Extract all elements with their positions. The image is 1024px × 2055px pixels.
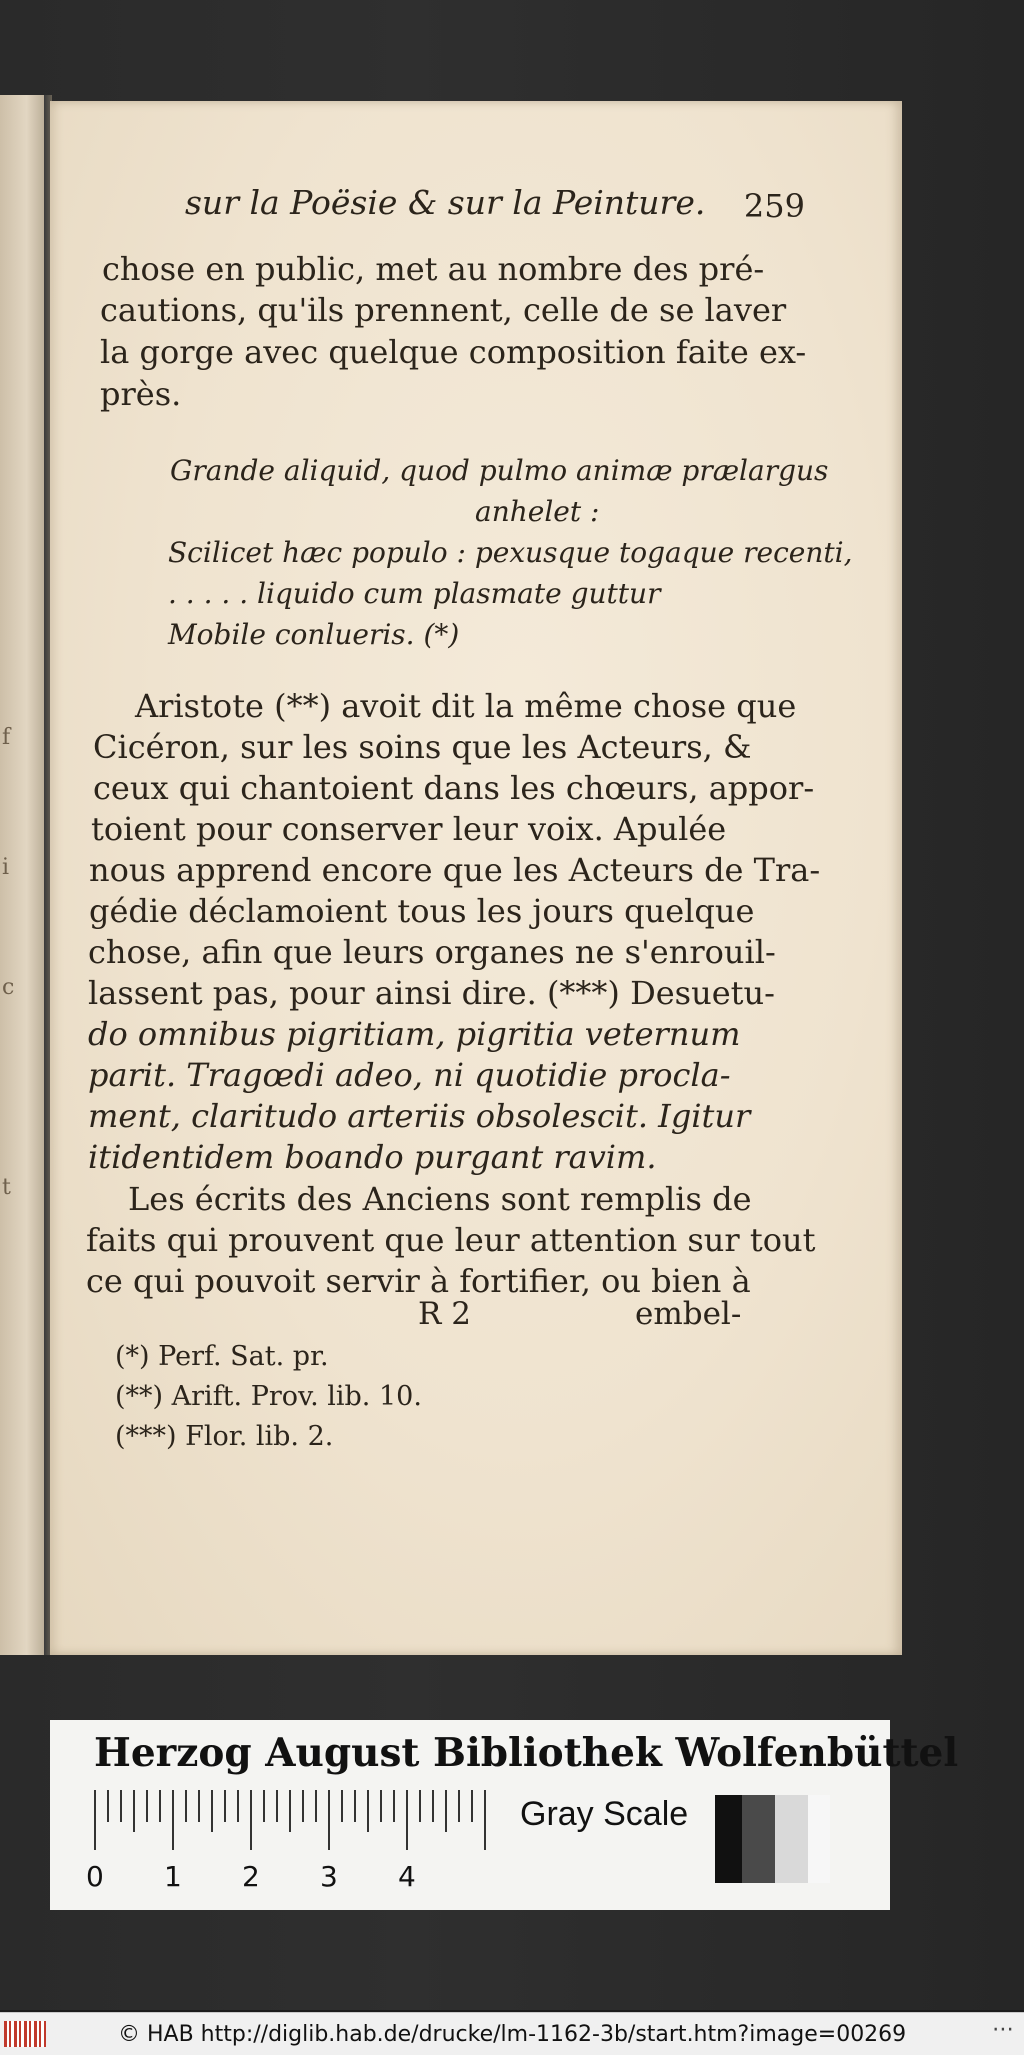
ruler-tick — [341, 1790, 343, 1822]
footnote: (***) Flor. lib. 2. — [115, 1421, 334, 1452]
ruler-tick — [367, 1790, 369, 1832]
ruler-number: 3 — [320, 1860, 338, 1893]
ruler-tick — [120, 1790, 122, 1822]
ruler-tick — [315, 1790, 317, 1822]
ruler-tick — [289, 1790, 291, 1832]
ruler-tick — [211, 1790, 213, 1832]
text-line: itidentidem boando purgant ravim. — [88, 1138, 657, 1176]
text-line: ceux qui chantoient dans les chœurs, appor- — [93, 769, 815, 807]
verse-line: Grande aliquid, quod pulmo animæ prælargus — [170, 454, 829, 487]
ruler-tick — [393, 1790, 395, 1822]
gray-swatch — [808, 1795, 830, 1883]
verse-line: Mobile conlueris. (*) — [168, 618, 460, 651]
text-line: faits qui prouvent que leur attention sur tout — [86, 1221, 816, 1259]
book-page — [50, 101, 902, 1655]
text-line: Les écrits des Anciens sont remplis de — [128, 1180, 752, 1218]
ruler-tick — [185, 1790, 187, 1822]
status-text[interactable]: © HAB http://diglib.hab.de/drucke/lm-1162-3b/start.htm?image=00269 — [118, 2022, 907, 2047]
ruler-tick — [250, 1790, 252, 1850]
text-line: parit. Tragœdi adeo, ni quotidie procla- — [88, 1056, 731, 1094]
text-line: chose en public, met au nombre des pré- — [102, 250, 765, 288]
running-head — [185, 183, 805, 233]
page-number: 259 — [743, 187, 805, 225]
running-head-title: sur la Poësie & sur la Peinture. — [185, 183, 706, 222]
ruler-number: 4 — [398, 1860, 416, 1893]
ruler-tick — [458, 1790, 460, 1822]
ruler-tick — [107, 1790, 109, 1822]
barcode-icon — [4, 2021, 46, 2047]
color-scale-card — [50, 1720, 959, 1910]
status-bar — [0, 2012, 1024, 2055]
text-line: Cicéron, sur les soins que les Acteurs, & — [93, 728, 752, 766]
footnote: (*) Perf. Sat. pr. — [115, 1341, 329, 1372]
text-line: gédie déclamoient tous les jours quelque — [89, 892, 755, 930]
ruler-tick — [159, 1790, 161, 1822]
ruler-tick — [484, 1790, 486, 1850]
ruler-tick — [224, 1790, 226, 1822]
ruler-tick — [133, 1790, 135, 1832]
ruler-number: 2 — [242, 1860, 260, 1893]
verse-line: . . . . . liquido cum plasmate guttur — [168, 577, 661, 610]
previous-page-edge: f i c t — [0, 95, 44, 1655]
ruler-tick — [354, 1790, 356, 1822]
text-line: la gorge avec quelque composition faite ex- — [100, 333, 807, 371]
text-line: lassent pas, pour ainsi dire. (***) Desuetu- — [88, 974, 775, 1012]
ruler-tick — [198, 1790, 200, 1822]
ruler-tick — [445, 1790, 447, 1832]
catchword: embel- — [635, 1296, 742, 1332]
ruler — [86, 1790, 494, 1893]
ruler-tick — [419, 1790, 421, 1822]
verse-line: anhelet : — [475, 495, 600, 528]
text-line: ce qui pouvoit servir à fortifier, ou bien à — [86, 1262, 751, 1300]
more-icon[interactable]: ⋯ — [992, 2017, 1014, 2042]
ruler-tick — [172, 1790, 174, 1850]
text-line: ment, claritudo arteriis obsolescit. Igitur — [88, 1097, 751, 1135]
ruler-tick — [94, 1790, 96, 1850]
ruler-tick — [276, 1790, 278, 1822]
ruler-tick — [328, 1790, 330, 1850]
gray-swatch — [715, 1795, 742, 1883]
text-line: toient pour conserver leur voix. Apulée — [91, 810, 727, 848]
ruler-tick — [406, 1790, 408, 1850]
text-line: cautions, qu'ils prennent, celle de se laver — [100, 291, 787, 329]
ruler-tick — [263, 1790, 265, 1822]
ruler-tick — [471, 1790, 473, 1822]
ruler-number: 1 — [164, 1860, 182, 1893]
ruler-number: 0 — [86, 1860, 104, 1893]
verse-line: Scilicet hæc populo : pexusque togaque recenti, — [168, 536, 853, 569]
text-line: nous apprend encore que les Acteurs de Tra- — [89, 851, 821, 889]
gray-swatch — [775, 1795, 808, 1883]
signature-mark: R 2 — [418, 1296, 471, 1332]
library-name: Herzog August Bibliothek Wolfenbüttel — [94, 1730, 959, 1776]
ruler-tick — [146, 1790, 148, 1822]
text-line: Aristote (**) avoit dit la même chose que — [135, 687, 797, 725]
ruler-tick — [237, 1790, 239, 1822]
text-line: chose, afin que leurs organes ne s'enrouil- — [88, 933, 776, 971]
gray-swatch — [742, 1795, 775, 1883]
gray-scale-label: Gray Scale — [520, 1795, 689, 1833]
text-line: près. — [100, 375, 182, 413]
text-line: do omnibus pigritiam, pigritia veternum — [88, 1015, 741, 1053]
ruler-tick — [302, 1790, 304, 1822]
ruler-tick — [432, 1790, 434, 1822]
footnote: (**) Arift. Prov. lib. 10. — [115, 1381, 422, 1412]
ruler-tick — [380, 1790, 382, 1822]
